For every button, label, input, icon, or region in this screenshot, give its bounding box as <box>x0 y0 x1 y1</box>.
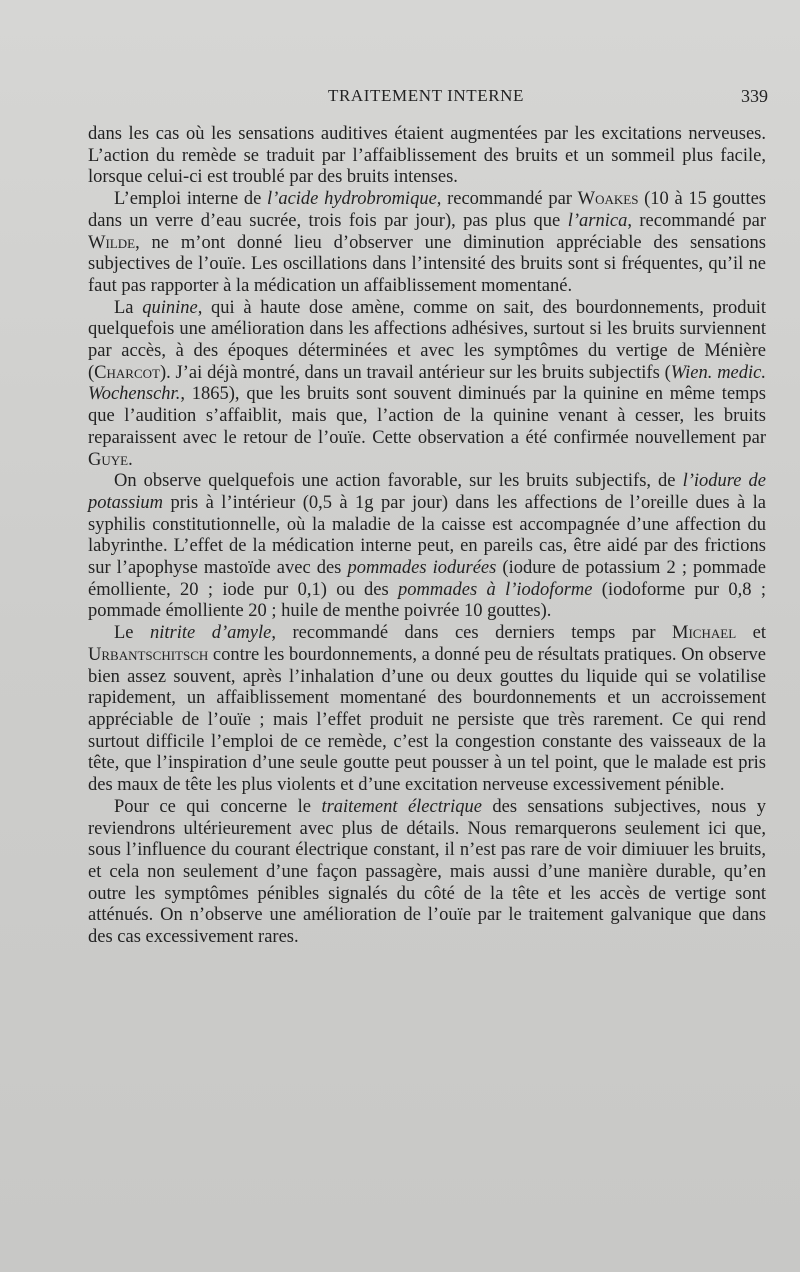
text-run: (iodure de potassium 2 ; pommade émolliente, 20 ; iode pur 0,1) ou des <box>88 558 766 600</box>
text-run: , recommandé par <box>627 210 766 231</box>
italic-text: traitement électrique <box>321 796 482 817</box>
text-run: , ne m’ont donné lieu d’observer une diminution appréciable des sensations subjectives de l’ouïe. Les oscillations dans l’intensité des bruits sont si fréquentes, qu’il ne faut pas rapporter à la médication un affaiblissement momentané. <box>88 232 766 296</box>
running-head <box>88 86 768 110</box>
paragraph <box>88 623 766 797</box>
author-name: Wilde <box>88 232 136 253</box>
italic-text: quinine <box>142 297 198 318</box>
running-title: TRAITEMENT INTERNE <box>328 86 525 105</box>
paragraph <box>88 298 766 472</box>
text-run: L’emploi interne de <box>114 189 268 210</box>
body-text <box>88 124 766 949</box>
italic-text: l’arnica <box>567 210 628 231</box>
paragraph <box>88 471 766 623</box>
paragraph <box>88 124 766 189</box>
italic-text: l’iodure de potassium <box>88 471 766 513</box>
author-name: Guye <box>88 449 129 470</box>
text-run: (iodoforme pur 0,8 ; pommade émolliente 20 ; huile de menthe poivrée 10 gouttes). <box>88 579 766 622</box>
text-run: Pour ce qui concerne le <box>114 796 322 817</box>
paragraph <box>88 189 766 298</box>
italic-text: l’acide hydrobromique <box>267 189 437 210</box>
page-number: 339 <box>741 86 768 106</box>
text-run: des sensations subjectives, nous y reviendrons ultérieurement avec plus de détails. Nous remarquerons seulement ici que, sous l’influence du courant électrique constant, il n’est pas rare de voir dimiuuer les bruits, et cela non seulement d’une façon passagère, mais aussi d’une manière durable, qu’en outre les symptômes pénibles signalés du côté de la tête et les accès de vertige sont atténués. On n’observe une amélioration de l’ouïe par le traitement galvanique que dans des cas excessivement rares. <box>88 796 766 948</box>
italic-text: nitrite d’amyle <box>150 623 272 644</box>
author-name: Michael <box>672 623 737 644</box>
text-run: , recommandé dans ces derniers temps par <box>271 623 673 644</box>
text-run: Le <box>114 623 151 644</box>
italic-text: Wien. medic. Wochenschr. <box>88 362 766 405</box>
text-run: (10 à 15 gouttes dans un verre d’eau sucrée, trois fois par jour), pas plus que <box>88 189 766 231</box>
author-name: Woakes <box>577 189 639 210</box>
paragraph <box>88 797 766 949</box>
text-run: La <box>114 297 143 318</box>
text-run: pris à l’intérieur (0,5 à 1g par jour) dans les affections de l’oreille dues à la syphilis constitutionnelle, où la maladie de la caisse est accompagnée d’une affection du labyrinthe. L’effet de la médication interne peut, en pareils cas, être aidé par des frictions sur l’apophyse mastoïde avec des <box>88 492 766 579</box>
text-run: . <box>128 449 133 470</box>
text-run: ). J’ai déjà montré, dans un travail antérieur sur les bruits subjectifs ( <box>159 362 671 383</box>
author-name: Urbantschitsch <box>88 644 209 665</box>
text-run: et <box>736 623 767 644</box>
text-run: , recommandé par <box>436 189 578 210</box>
italic-text: pommades iodurées <box>347 558 497 579</box>
text-run: contre les bourdonnements, a donné peu de résultats pratiques. On observe bien assez souvent, après l’inhalation d’une ou deux gouttes du liquide qui se volatilise rapidement, un affaiblissement momentané des bourdonnements et un accroissement appréciable de l’ouïe ; mais l’effet produit ne persiste que très rarement. Ce qui rend surtout difficile l’emploi de ce remède, c’est la congestion constante des vaisseaux de la tête, que l’inspiration d’une seule goutte peut pousser à un tel point, que le malade est pris des maux de tête les plus violents et d’une excitation nerveuse excessivement pénible. <box>88 644 766 796</box>
text-run: , 1865), que les bruits sont souvent diminués par la quinine en même temps que l’audition s’affaiblit, mais que, l’action de la quinine venant à cesser, les bruits reparaissent avec le retour de l’ouïe. Cette observation a été confirmée nouvellement par <box>88 384 766 448</box>
text-run: , qui à haute dose amène, comme on sait, des bourdonnements, produit quelquefois une amélioration dans les affections adhésives, surtout si les bruits surviennent par accès, à des époques déterminées et avec les symptômes du vertige de Ménière ( <box>88 297 767 383</box>
text-run: dans les cas où les sensations auditives étaient augmentées par les excitations nerveuses. L’action du remède se traduit par l’affaiblissement des bruits et un sommeil plus facile, lorsque celui-ci est troublé par des bruits intenses. <box>88 124 766 188</box>
author-name: Charcot <box>94 362 160 383</box>
text-run: On observe quelquefois une action favorable, sur les bruits subjectifs, de <box>114 471 683 492</box>
italic-text: pommades à l’iodoforme <box>398 579 593 600</box>
